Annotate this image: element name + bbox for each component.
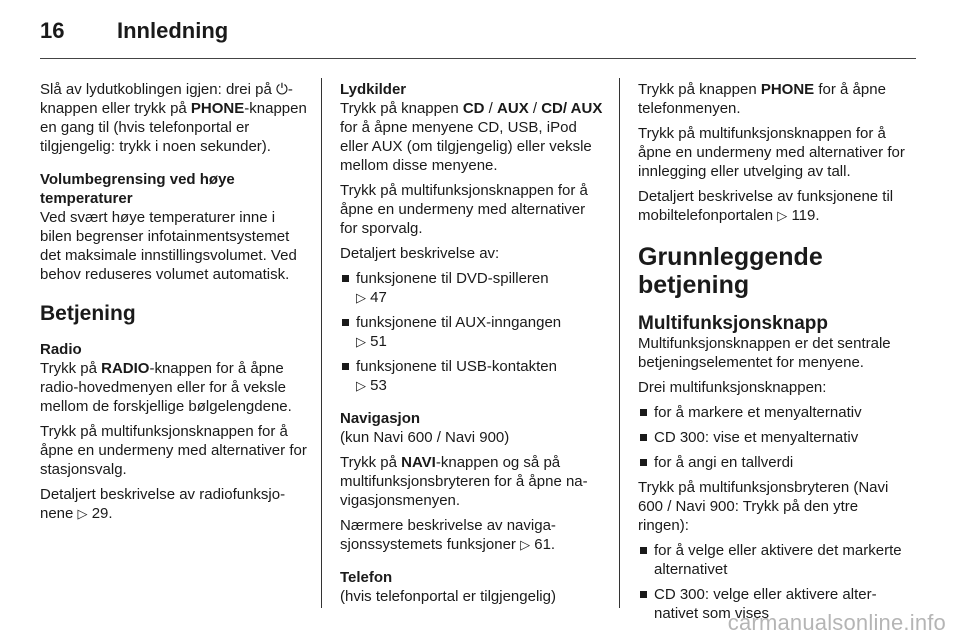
paragraph-phone-details: Detaljert beskrivelse av funksjonene til mobiltelefonportalen ▷ 119. xyxy=(638,188,894,224)
reference-arrow-icon: ▷ xyxy=(520,537,531,552)
paragraph-nav: Trykk på NAVI-knappen og så på multifunksjonsbryteren for å åpne navigasjonsmenyen. xyxy=(340,454,588,509)
reference-arrow-icon: ▷ xyxy=(356,290,366,305)
reference-arrow-icon: ▷ xyxy=(356,334,366,349)
list-item: funksjonene til USB-kontakten ▷ 53 xyxy=(340,357,606,395)
column-3 xyxy=(638,80,906,629)
page-reference[interactable]: 51 xyxy=(370,333,387,350)
paragraph-phone-submenu: Trykk på multifunksjonsknappen for å åpne en undermeny med alternativer for innlegging eller utvelging av tall. xyxy=(638,125,905,180)
paragraph-track-select: Trykk på multifunksjonsknappen for å åpne en undermeny med alternativer for sporvalg. xyxy=(340,182,588,237)
paragraph-nav-models: (kun Navi 600 / Navi 900) xyxy=(340,429,510,446)
list-item: funksjonene til AUX-inngangen ▷ 51 xyxy=(340,313,606,351)
column-1 xyxy=(40,80,308,529)
reference-arrow-icon: ▷ xyxy=(77,506,88,521)
watermark: carmanualsonline.info xyxy=(727,610,946,635)
paragraph-lydkilder: Trykk på knappen CD / AUX / CD/ AUX for å åpne menyene CD, USB, iPod eller AUX (om tilgjengelig) eller veksle mellom disse menyene. xyxy=(340,100,603,174)
paragraph-nav-details: Nærmere beskrivelse av navigasjonssystemets funksjoner ▷ 61. xyxy=(340,517,556,553)
paragraph-volume-limit: Ved svært høye temperaturer inne i bilen begrenser infotainmentsystemet det maksimale innstillingsvolumet. Ved behov reduseres volumet automatisk. xyxy=(40,209,297,283)
page-header xyxy=(0,0,960,60)
paragraph-radio: Trykk på RADIO-knappen for å åpne radio-hovedmenyen eller for å veksle mellom de forskjellige bølgelengdene. xyxy=(40,360,292,415)
page-reference[interactable]: 119. xyxy=(791,207,820,224)
paragraph-drei: Drei multifunksjonsknappen: xyxy=(638,379,827,396)
power-icon: ⏻ xyxy=(276,81,288,98)
page-reference[interactable]: 53 xyxy=(370,377,387,394)
heading-navigasjon: Navigasjon xyxy=(340,410,421,427)
list-item: CD 300: velge eller aktivere alternativet som vises xyxy=(638,585,906,623)
heading-radio: Radio xyxy=(40,341,82,358)
heading-lydkilder: Lydkilder xyxy=(340,81,407,98)
page-number: 16 xyxy=(40,18,65,43)
heading-telefon: Telefon xyxy=(340,569,393,586)
column-2 xyxy=(340,80,606,612)
heading-multifunksjonsknapp: Multifunksjonsknapp xyxy=(638,313,828,334)
heading-betjening: Betjening xyxy=(40,302,136,325)
source-list xyxy=(340,269,606,395)
list-item: funksjonene til DVD-spilleren ▷ 47 xyxy=(340,269,606,307)
paragraph-telefon: (hvis telefonportal er tilgjengelig) xyxy=(340,588,556,605)
reference-arrow-icon: ▷ xyxy=(777,208,788,223)
page-reference[interactable]: 61. xyxy=(534,536,556,553)
column-divider-2 xyxy=(619,78,620,608)
paragraph-phone: Trykk på knappen PHONE for å åpne telefonmenyen. xyxy=(638,81,886,117)
list-item: for å angi en tallverdi xyxy=(638,453,906,472)
paragraph-details-intro: Detaljert beskrivelse av: xyxy=(340,245,500,262)
page-reference[interactable]: 29. xyxy=(91,505,113,522)
column-divider-1 xyxy=(321,78,322,608)
list-item: CD 300: vise et menyalternativ xyxy=(638,428,906,447)
header-rule xyxy=(40,58,916,59)
paragraph-mute-off: Slå av lydutkoblingen igjen: drei på ⏻-knappen eller trykk på PHONE-knappen en gang til (hvis telefonportal er tilgjengelig: trykk i noen sekunder). xyxy=(40,81,307,155)
turn-list xyxy=(638,403,906,472)
paragraph-radio-details: Detaljert beskrivelse av radiofunksjonene ▷ 29. xyxy=(40,486,286,522)
paragraph-radio-submenu: Trykk på multifunksjonsknappen for å åpne en undermeny med alternativer for stasjonsvalg. xyxy=(40,423,307,478)
heading-volume-limit: Volumbegrensing ved høye temperaturer xyxy=(40,171,235,207)
reference-arrow-icon: ▷ xyxy=(356,378,366,393)
paragraph-multi: Multifunksjonsknappen er det sentrale betjeningselementet for menyene. xyxy=(638,335,891,371)
list-item: for å markere et menyalternativ xyxy=(638,403,906,422)
heading-grunnleggende: Grunnleggende betjening xyxy=(638,243,823,299)
list-item: for å velge eller aktivere det markerte alternativet xyxy=(638,541,906,579)
page-reference[interactable]: 47 xyxy=(370,289,387,306)
page-title: Innledning xyxy=(117,18,229,43)
paragraph-trykk: Trykk på multifunksjonsbryteren (Navi 600 / Navi 900: Trykk på den ytre ringen): xyxy=(638,479,889,534)
